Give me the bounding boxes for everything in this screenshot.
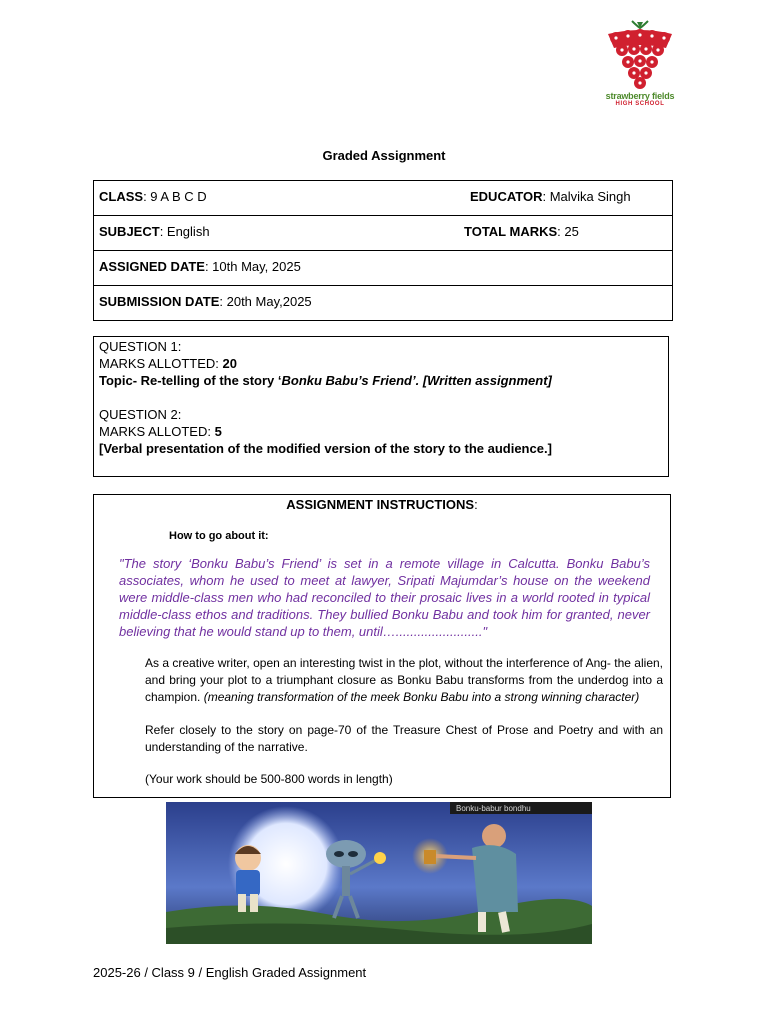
question-1-marks [99, 355, 659, 372]
subject-cell [99, 224, 210, 239]
instruction-point-2: Refer closely to the story on page-70 of the Treasure Chest of Prose and Poetry and with an understanding of the narrative. [145, 723, 663, 754]
instruction-point-1-text: As a creative writer, open an interesting twist in the plot, without the interference of Ang- the alien, and bring your plot to a triumphant closure as Bonku Babu transforms from the underdog into a champion. [145, 656, 663, 704]
total-marks-value: : 25 [557, 224, 579, 239]
assigned-date-value: : 10th May, 2025 [204, 259, 301, 274]
question-2-marks-label: MARKS ALLOTED: [99, 424, 215, 439]
class-label: CLASS [99, 189, 144, 204]
total-marks-label: TOTAL MARKS [464, 224, 558, 239]
submission-date-cell [99, 294, 312, 309]
educator-label: EDUCATOR [470, 189, 543, 204]
how-to-heading: How to go about it: [169, 530, 269, 542]
educator-cell [470, 189, 631, 204]
question-2-heading: QUESTION 2: [99, 407, 182, 422]
instructions-heading-colon: : [474, 497, 478, 512]
instructions-heading-text: ASSIGNMENT INSTRUCTIONS [286, 497, 475, 512]
info-row-submission-date [94, 286, 672, 320]
total-marks-cell [464, 224, 579, 239]
question-1-topic-value: Bonku Babu’s Friend’. [Written assignment] [281, 373, 552, 388]
story-illustration [166, 802, 592, 944]
question-1-topic-label: Topic- Re-telling of the story ‘ [99, 373, 282, 388]
class-cell [99, 189, 207, 204]
question-1-topic [99, 372, 659, 389]
instruction-point-1-note: (meaning transformation of the meek Bonku Babu into a strong winning character) [203, 690, 640, 704]
questions-box [93, 336, 669, 477]
submission-date-label: SUBMISSION DATE [99, 294, 220, 309]
subject-label: SUBJECT [99, 224, 160, 239]
question-2-marks-value: 5 [214, 424, 222, 439]
instruction-point-3: (Your work should be 500-800 words in length) [145, 772, 393, 786]
page-footer: 2025-26 / Class 9 / English Graded Assignment [93, 965, 367, 980]
question-1-marks-label: MARKS ALLOTTED: [99, 356, 223, 371]
question-1-heading: QUESTION 1: [99, 339, 182, 354]
illustration-caption: Bonku-babur bondhu [456, 804, 531, 813]
info-row-subject [94, 216, 672, 251]
instruction-point-1 [145, 655, 663, 706]
assignment-info-table [93, 180, 673, 321]
info-row-class [94, 181, 672, 216]
page-title: Graded Assignment [322, 148, 446, 163]
info-row-assigned-date [94, 251, 672, 286]
subject-value: : English [159, 224, 210, 239]
instructions-heading [94, 497, 670, 512]
story-quote: "The story ‘Bonku Babu’s Friend’ is set in a remote village in Calcutta. Bonku Babu’s associates, whom he used to meet at lawyer, Sripati Majumdar’s house on the weekend were middle-class men who had reconciled to their prosaic lives in a world rooted in typical middle-class ethos and traditions. They bullied Bonku Babu and took him for granted, never believing that he would stand up to them, until…........................" [119, 556, 650, 639]
question-2-marks [99, 423, 659, 440]
assigned-date-label: ASSIGNED DATE [99, 259, 205, 274]
instructions-box [93, 494, 671, 798]
question-1-marks-value: 20 [222, 356, 238, 371]
logo-school-name: strawberry fields [605, 91, 675, 101]
class-value: : 9 A B C D [143, 189, 207, 204]
assigned-date-cell [99, 259, 301, 274]
educator-value: : Malvika Singh [542, 189, 631, 204]
logo-school-subtitle: HIGH SCHOOL [615, 101, 665, 107]
question-2-task: [Verbal presentation of the modified version of the story to the audience.] [99, 441, 552, 456]
submission-date-value: : 20th May,2025 [219, 294, 312, 309]
